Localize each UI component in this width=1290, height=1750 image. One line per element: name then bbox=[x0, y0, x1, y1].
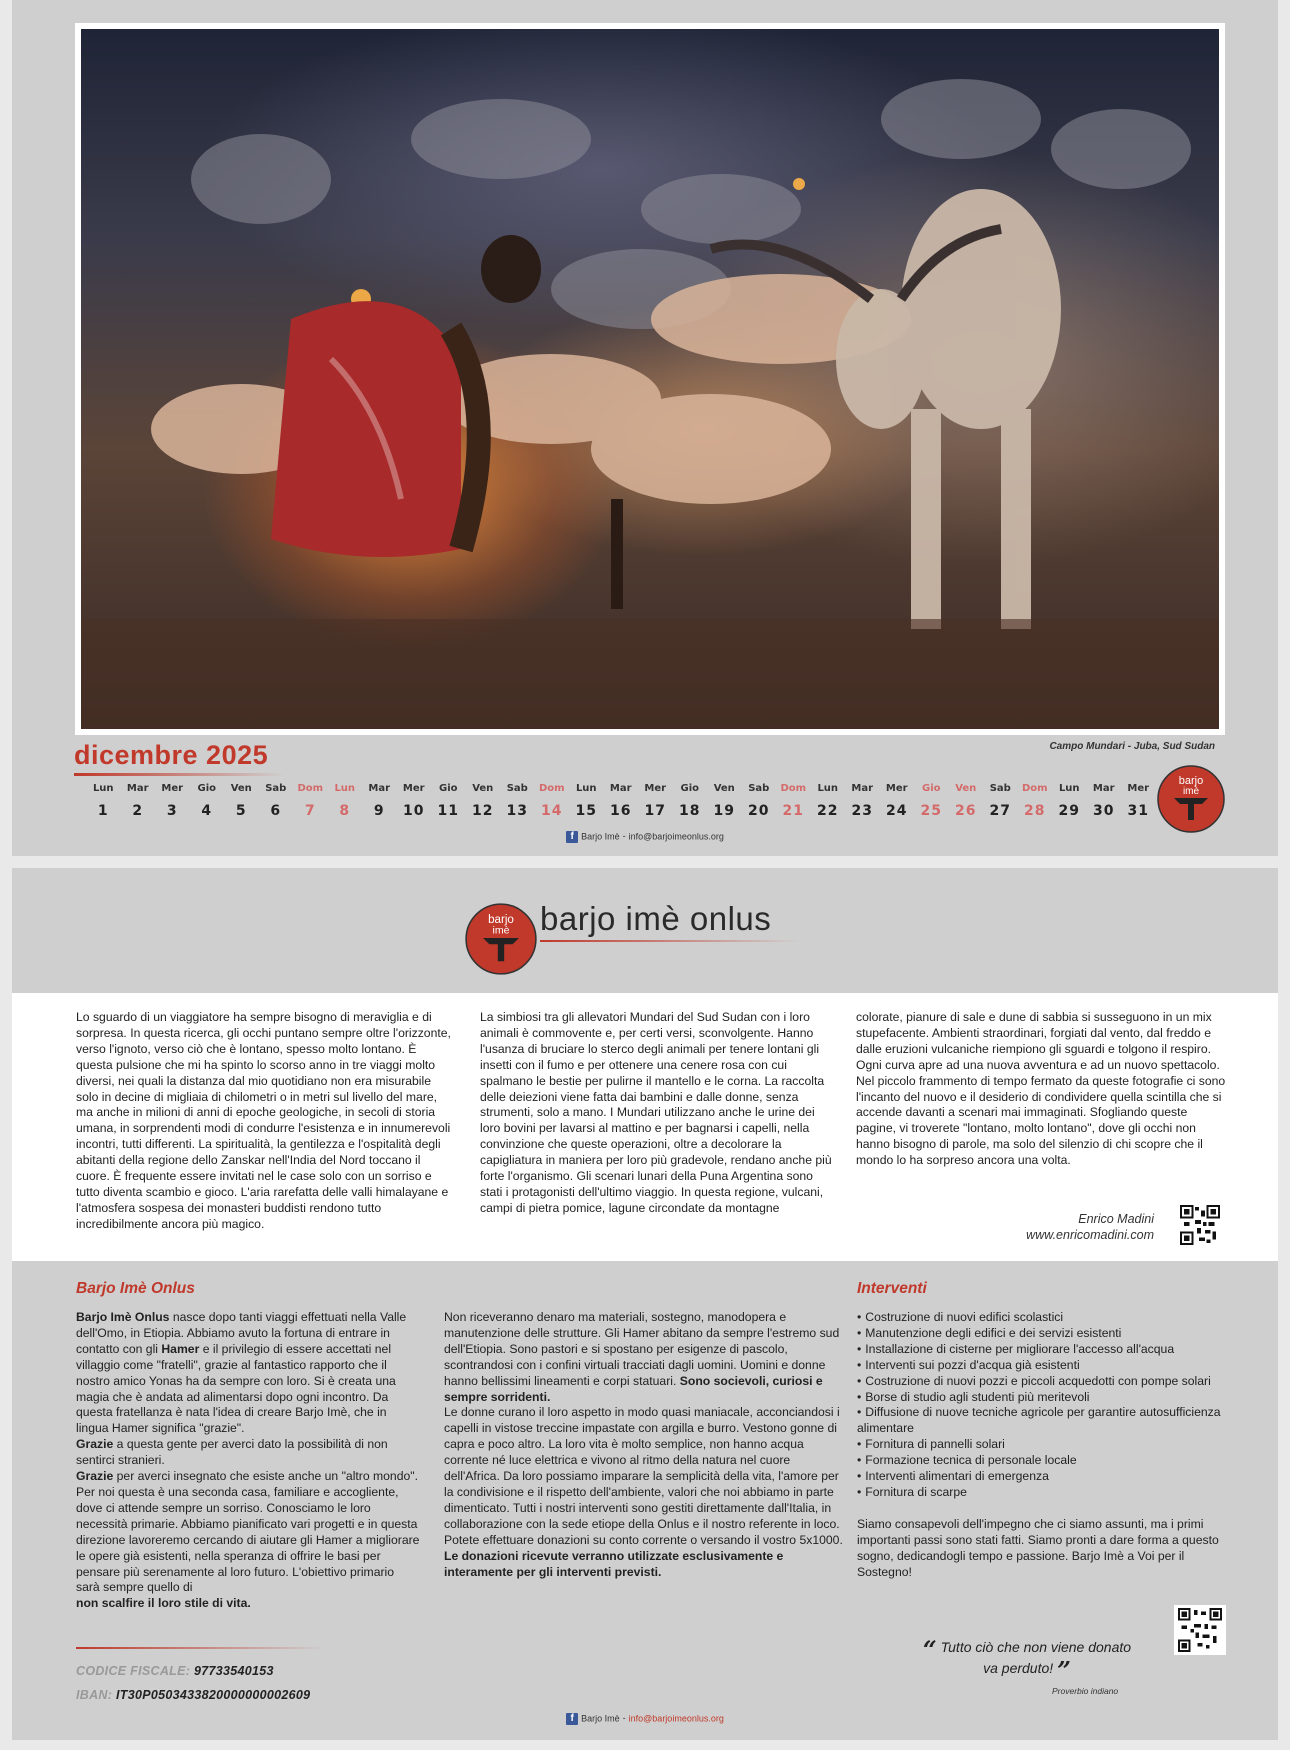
interventi-item: • Fornitura di scarpe bbox=[857, 1485, 1227, 1501]
author-website[interactable]: www.enricomadini.com bbox=[1026, 1228, 1154, 1242]
day-number: 29 bbox=[1058, 803, 1080, 819]
day-number: 20 bbox=[748, 803, 770, 819]
calendar-day bbox=[224, 780, 259, 824]
day-number: 28 bbox=[1024, 803, 1046, 819]
weekday-label: Dom bbox=[538, 783, 565, 794]
calendar-day bbox=[604, 780, 639, 824]
interventi-column bbox=[857, 1310, 1227, 1581]
day-number: 26 bbox=[955, 803, 977, 819]
calendar-day bbox=[811, 780, 846, 824]
calendar-day bbox=[259, 780, 294, 824]
about-col2-b: Le donne curano il loro aspetto in modo quasi maniacale, acconciandosi i capelli in vistose treccine impastate con argilla e burro. Vestono gonne di capra e poco altro. La loro vita è molto semplice, non hanno acqua corrente né luce elettrica e vivono al ritmo della natura nel cuore dell'Africa. Da loro possiamo imparare la semplicità della vita, l'amore per la condivisione e il rispetto dell'ambiente, valori che noi abbiamo in parte dimenticato. Tutti i nostri interventi sono gestiti direttamente dall'Italia, in collaborazione con la sede etiope della Onlus e il nostro referente in loco. Potete effettuare donazioni su conto corrente o versando il vostro 5x1000. bbox=[444, 1405, 843, 1547]
weekday-label: Lun bbox=[92, 783, 114, 794]
calendar-day bbox=[86, 780, 121, 824]
about-paragraph-3 bbox=[76, 1469, 421, 1485]
interventi-item: • Installazione di cisterne per migliorare l'accesso all'acqua bbox=[857, 1342, 1227, 1358]
day-number: 15 bbox=[575, 803, 597, 819]
weekday-label: Mer bbox=[885, 783, 908, 794]
weekday-label: Ven bbox=[713, 783, 735, 794]
day-number: 30 bbox=[1093, 803, 1115, 819]
interventi-item: • Fornitura di pannelli solari bbox=[857, 1437, 1227, 1453]
about-col2-a: Non riceveranno denaro ma materiali, sostegno, manodopera e manutenzione delle strutture. Gli Hamer abitano da sempre l'estremo sud dell'Etiopia. Sono pastori e si spostano per esigenze di pascolo, scontrandosi con i confini virtuali tracciati dagli uomini. Uomini e donne hanno bellissimi lineamenti e corpi statuari. bbox=[444, 1310, 840, 1388]
day-number: 24 bbox=[886, 803, 908, 819]
calendar-day bbox=[397, 780, 432, 824]
info-page bbox=[12, 868, 1278, 1740]
weekday-label: Sab bbox=[989, 783, 1011, 794]
calendar-day bbox=[535, 780, 570, 824]
facebook-icon[interactable]: f bbox=[566, 1713, 578, 1725]
day-number: 11 bbox=[437, 803, 459, 819]
day-number: 8 bbox=[339, 803, 351, 819]
calendar-day bbox=[742, 780, 777, 824]
iban-value: IT30P0503433820000000002609 bbox=[116, 1688, 311, 1702]
qr-code-author[interactable] bbox=[1180, 1205, 1220, 1245]
day-number: 4 bbox=[201, 803, 213, 819]
weekday-label: Mar bbox=[851, 783, 874, 794]
org-underline bbox=[540, 940, 800, 942]
weekday-label: Gio bbox=[921, 783, 941, 794]
calendar-day bbox=[983, 780, 1018, 824]
author-name: Enrico Madini bbox=[1078, 1212, 1154, 1226]
day-number: 21 bbox=[782, 803, 804, 819]
interventi-item: • Interventi alimentari di emergenza bbox=[857, 1469, 1227, 1485]
calendar-day bbox=[190, 780, 225, 824]
org-header bbox=[12, 868, 1278, 993]
footer-separator: - bbox=[622, 831, 626, 842]
about-p3: per averci insegnato che esiste anche un "altro mondo". bbox=[113, 1469, 418, 1484]
weekday-label: Sab bbox=[506, 783, 528, 794]
weekday-label: Gio bbox=[680, 783, 699, 794]
calendar-day bbox=[431, 780, 466, 824]
quote-source: Proverbio indiano bbox=[1052, 1686, 1119, 1696]
calendar-day bbox=[638, 780, 673, 824]
fiscal-code-label: CODICE FISCALE: bbox=[76, 1664, 191, 1678]
weekday-label: Lun bbox=[334, 783, 356, 794]
facebook-icon[interactable]: f bbox=[566, 831, 578, 843]
weekday-label: Mar bbox=[368, 783, 391, 794]
quote-text: Tutto ciò che non viene donato va perduto! bbox=[940, 1639, 1132, 1676]
weekday-label: Sab bbox=[748, 783, 770, 794]
weekday-label: Dom bbox=[297, 783, 324, 794]
weekday-label: Mer bbox=[161, 783, 184, 794]
footer-email[interactable]: info@barjoimeonlus.org bbox=[628, 831, 724, 842]
weekday-label: Lun bbox=[575, 783, 597, 794]
open-quote-icon: “ bbox=[922, 1635, 937, 1664]
day-number: 23 bbox=[851, 803, 873, 819]
iban-label: IBAN: bbox=[76, 1688, 113, 1702]
about-col2-strong-2: Le donazioni ricevute verranno utilizzate esclusivamente e interamente per gli interventi previsti. bbox=[444, 1548, 784, 1579]
interventi-title: Interventi bbox=[857, 1280, 927, 1297]
day-number: 6 bbox=[270, 803, 282, 819]
about-p4-strong: non scalfire il loro stile di vita. bbox=[76, 1596, 251, 1611]
calendar-day bbox=[293, 780, 328, 824]
weekday-label: Gio bbox=[438, 783, 458, 794]
footer-separator: - bbox=[622, 1713, 626, 1724]
calendar-footer bbox=[12, 831, 1278, 843]
calendar-day bbox=[949, 780, 984, 824]
weekday-label: Mar bbox=[1092, 783, 1115, 794]
weekday-label: Mar bbox=[609, 783, 632, 794]
interventi-item: • Diffusione di nuove tecniche agricole per garantire autosufficienza alimentare bbox=[857, 1405, 1227, 1437]
photo-frame bbox=[75, 23, 1225, 735]
about-paragraph-2 bbox=[76, 1437, 421, 1469]
day-number: 13 bbox=[506, 803, 528, 819]
footer-org-name: Barjo Imè bbox=[581, 1713, 620, 1724]
about-column-2 bbox=[444, 1310, 844, 1580]
day-number: 25 bbox=[920, 803, 942, 819]
interventi-closing: Siamo consapevoli dell'impegno che ci siamo assunti, ma i primi importanti passi sono stati fatti. Siamo pronti a dare forma a questo sogno, dedicandogli tempo e passione. Barjo Imè a Voi per il Sostegno! bbox=[857, 1516, 1219, 1579]
day-number: 5 bbox=[235, 803, 247, 819]
calendar-day bbox=[880, 780, 915, 824]
day-number: 2 bbox=[132, 803, 144, 819]
weekday-label: Sab bbox=[265, 783, 287, 794]
calendar-day bbox=[914, 780, 949, 824]
calendar-day bbox=[500, 780, 535, 824]
interventi-list bbox=[857, 1310, 1227, 1501]
info-footer bbox=[12, 1713, 1278, 1725]
logo-text-line1: barjo bbox=[1178, 775, 1204, 787]
calendar-day bbox=[569, 780, 604, 824]
day-number: 9 bbox=[373, 803, 385, 819]
day-number: 22 bbox=[817, 803, 839, 819]
weekday-label: Ven bbox=[955, 783, 977, 794]
weekday-label: Mar bbox=[126, 783, 149, 794]
org-name: barjo imè onlus bbox=[540, 900, 772, 937]
interventi-item: • Interventi sui pozzi d'acqua già esistenti bbox=[857, 1358, 1227, 1374]
weekday-label: Lun bbox=[1058, 783, 1080, 794]
weekday-label: Ven bbox=[472, 783, 494, 794]
day-number: 3 bbox=[166, 803, 178, 819]
calendar-day bbox=[1018, 780, 1053, 824]
calendar-day bbox=[776, 780, 811, 824]
day-number: 27 bbox=[989, 803, 1011, 819]
about-p2: a questa gente per averci dato la possibilità di non sentirci stranieri. bbox=[76, 1437, 388, 1468]
photo-caption: Campo Mundari - Juba, Sud Sudan bbox=[1049, 741, 1215, 752]
interventi-item: • Manutenzione degli edifici e dei servizi esistenti bbox=[857, 1326, 1227, 1342]
interventi-item: • Borse di studio agli studenti più meritevoli bbox=[857, 1390, 1227, 1406]
weekday-label: Ven bbox=[230, 783, 252, 794]
calendar-day bbox=[1087, 780, 1122, 824]
day-number: 1 bbox=[97, 803, 109, 819]
footer-email[interactable]: info@barjoimeonlus.org bbox=[628, 1713, 724, 1724]
calendar-day bbox=[328, 780, 363, 824]
calendar-day bbox=[155, 780, 190, 824]
about-paragraph-4 bbox=[76, 1485, 421, 1612]
intro-column-1: Lo sguardo di un viaggiatore ha sempre bisogno di meraviglia e di sorpresa. In questa ricerca, gli occhi puntano sempre oltre l'orizzonte, verso l'ignoto, verso ciò che è lontano, spesso molto lontano. È questa pulsione che mi ha spinto lo scorso anno in tre viaggi molto diversi, nei quali la distanza dal mio quotidiano non era misurabile solo in decine di migliaia di chilometri o in metri sul livello del mare, ma anche in milioni di anni di epoche geologiche, in secoli di storia umana, in sorprendenti modi di condurre l'esistenza e in innumerevoli incontri, tutti differenti. La spiritualità, la gentilezza e l'ospitalità degli abitanti della regione dello Zanskar nell'India del Nord toccano il cuore. È frequente essere invitati nel le case solo con un sorriso e tutto diventa scambio e gioco. L'aria rarefatta delle valli himalayane e l'atmosfera sospesa dei monasteri buddisti rendono tutto incredibilmente ancora più magico. bbox=[76, 1010, 451, 1231]
intro-column-2: La simbiosi tra gli allevatori Mundari del Sud Sudan con i loro animali è commovente e, per certi versi, sconvolgente. Hanno l'usanza di bruciare lo sterco degli animali per tenere lontani gli insetti con il fumo e per ottenere una cenere rosa con cui spalmano le bestie per pulirne il mantello e le corna. La raccolta delle deiezioni viene fatta dai bambini e dalle donne, senza strumenti, solo a mano. I Mundari utilizzano anche le urine dei loro bovini per lavarsi al mattino e per bagnarsi i capelli, nella convinzione che queste operazioni, oltre a decolorare la capigliatura in maniera per loro più gradevole, rendano anche più forte l'organismo. Gli scenari lunari della Puna Argentina sono stati i protagonisti dell'ultimo viaggio. In questa regione, vulcani, campi di pietra pomice, lagune circondate da montagne bbox=[480, 1010, 832, 1215]
photo-silhouettes bbox=[81, 29, 1219, 729]
quote bbox=[917, 1635, 1137, 1685]
day-number: 31 bbox=[1127, 803, 1149, 819]
day-number: 10 bbox=[403, 803, 425, 819]
print-credit bbox=[1252, 1478, 1264, 1718]
weekday-label: Mer bbox=[402, 783, 425, 794]
weekday-label: Mer bbox=[644, 783, 667, 794]
about-grazie-2: Grazie bbox=[76, 1469, 114, 1484]
day-number: 19 bbox=[713, 803, 735, 819]
logo-text-line1: barjo bbox=[488, 913, 514, 927]
cattle-camp-photo bbox=[81, 29, 1219, 729]
barjo-ime-logo-header bbox=[464, 902, 538, 976]
day-number: 16 bbox=[610, 803, 632, 819]
about-hamer-strong: Hamer bbox=[161, 1341, 200, 1356]
logo-text-line2: imè bbox=[492, 924, 510, 937]
calendar-day bbox=[1121, 780, 1156, 824]
calendar-day-strip bbox=[86, 780, 1166, 824]
about-p1b: e il privilegio di essere accettati nel villaggio come "fratelli", grazie al fantastico rapporto che il nostro amico Yonas ha da sempre con loro. Si è creata una magia che è andata ad alimentarsi dopo ogni incontro. Da questa fratellanza è nata l'idea di creare Barjo Imè, che in lingua Hamer significa "grazie". bbox=[76, 1341, 396, 1436]
weekday-label: Dom bbox=[780, 783, 807, 794]
month-underline bbox=[74, 773, 284, 776]
interventi-item: • Formazione tecnica di personale locale bbox=[857, 1453, 1227, 1469]
about-p4: Per noi questa è una seconda casa, familiare e accogliente, dove ci attende sempre un sorriso. Conosciamo le loro necessità primarie. Abbiamo pianificato vari progetti e in questa direzione lavoreremo cercando di aiutare gli Hamer a migliorare le opere già esistenti, nella speranza di offrire le basi per pensare più serenamente al loro futuro. L'obiettivo primario sarà sempre quello di bbox=[76, 1484, 420, 1595]
month-title: dicembre 2025 bbox=[74, 740, 269, 770]
day-number: 17 bbox=[644, 803, 666, 819]
intro-column-3: colorate, pianure di sale e dune di sabbia si susseguono in un mix stupefacente. Ambienti straordinari, forgiati dal vento, dal freddo e dalle eruzioni vulcaniche riempiono gli sguardi e tolgono il respiro. Ogni curva apre ad una nuova avventura e ad un nuovo spettacolo. Nel piccolo frammento di tempo fermato da queste fotografie ci sono l'incanto del nuovo e il desiderio di condividere quella scintilla che si accende davanti a scenari mai immaginati. Sfogliando queste pagine, vi troverete "lontano, molto lontano", dove gli occhi non hanno bisogno di parole, ma solo del silenzio di chi scopre che il mondo lo ha sorpreso ancora una volta. bbox=[856, 1010, 1226, 1168]
about-org-strong: Barjo Imè Onlus bbox=[76, 1310, 170, 1324]
weekday-label: Mer bbox=[1127, 783, 1150, 794]
calendar-day bbox=[1052, 780, 1087, 824]
about-title: Barjo Imè Onlus bbox=[76, 1280, 195, 1297]
barjo-ime-logo bbox=[1156, 764, 1226, 834]
weekday-label: Lun bbox=[817, 783, 839, 794]
interventi-item: • Costruzione di nuovi pozzi e piccoli acquedotti con pompe solari bbox=[857, 1374, 1227, 1390]
day-number: 7 bbox=[304, 803, 316, 819]
about-col2-strong-1: Sono socievoli, curiosi e sempre sorridenti. bbox=[444, 1373, 823, 1404]
about-column-1 bbox=[76, 1310, 421, 1612]
day-number: 12 bbox=[472, 803, 494, 819]
about-grazie-1: Grazie bbox=[76, 1437, 114, 1452]
logo-text-line2: imè bbox=[1182, 786, 1200, 797]
calendar-day bbox=[845, 780, 880, 824]
about-p1a: nasce dopo tanti viaggi effettuati nella Valle dell'Omo, in Etiopia. Abbiamo avuto la fortuna di entrare in contatto con gli bbox=[76, 1310, 407, 1356]
calendar-day bbox=[673, 780, 708, 824]
calendar-day bbox=[362, 780, 397, 824]
interventi-item: • Costruzione di nuovi edifici scolastici bbox=[857, 1310, 1227, 1326]
weekday-label: Dom bbox=[1021, 783, 1048, 794]
author-signature bbox=[1026, 1211, 1154, 1243]
footer-org-name: Barjo Imè bbox=[581, 831, 620, 842]
day-number: 14 bbox=[541, 803, 563, 819]
fiscal-code-value: 97733540153 bbox=[194, 1664, 274, 1678]
fiscal-divider bbox=[76, 1647, 326, 1649]
about-paragraph-1 bbox=[76, 1310, 421, 1437]
iban bbox=[76, 1688, 310, 1702]
calendar-day bbox=[466, 780, 501, 824]
calendar-day bbox=[707, 780, 742, 824]
about-col2-text bbox=[444, 1310, 844, 1580]
qr-code-donate[interactable] bbox=[1174, 1605, 1226, 1655]
weekday-label: Gio bbox=[197, 783, 216, 794]
day-number: 18 bbox=[679, 803, 701, 819]
calendar-day bbox=[121, 780, 156, 824]
close-quote-icon: ” bbox=[1057, 1656, 1071, 1685]
fiscal-code bbox=[76, 1664, 274, 1678]
calendar-page bbox=[12, 0, 1278, 856]
